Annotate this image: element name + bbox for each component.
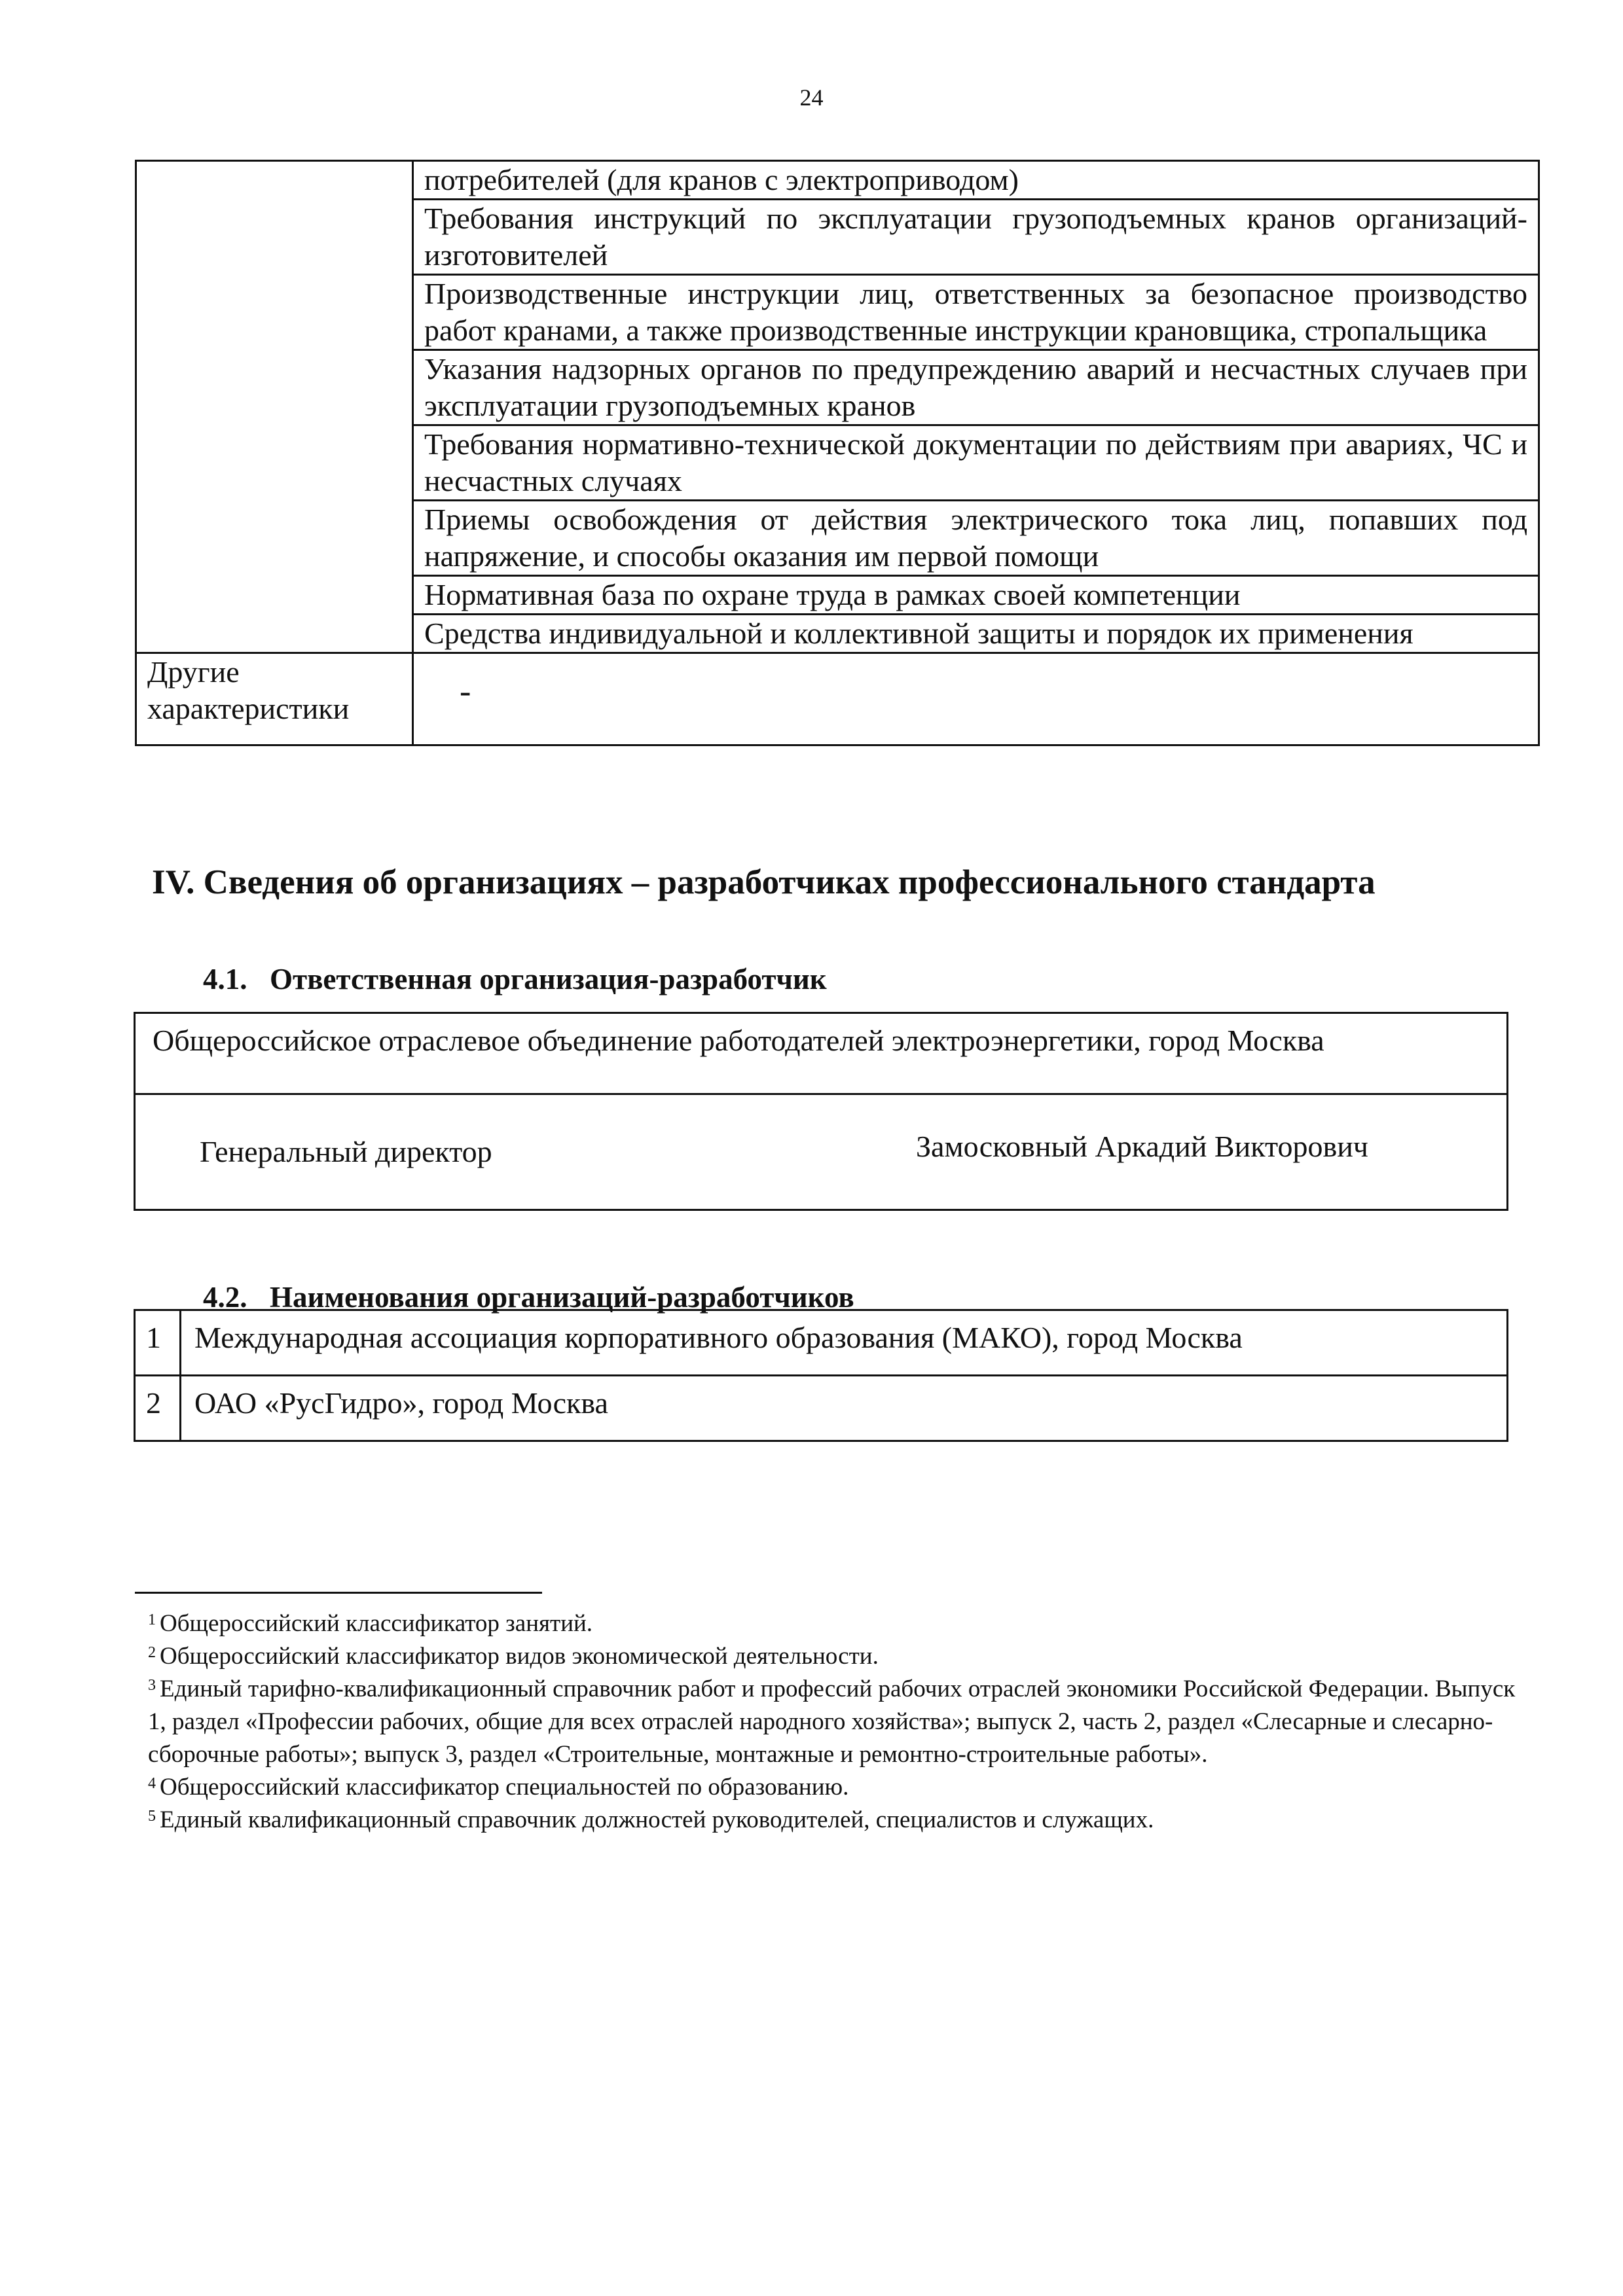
footnotes — [148, 1607, 1523, 1837]
requirement-item: Приемы освобождения от действия электрического тока лиц, попавших под напряжение, и способы оказания им первой помощи — [413, 501, 1539, 576]
footnote — [148, 1607, 1523, 1640]
footnote — [148, 1771, 1523, 1804]
footnote-mark: 5 — [148, 1808, 156, 1825]
footnote — [148, 1640, 1523, 1673]
requirement-item: Указания надзорных органов по предупреждению аварий и несчастных случаев при эксплуатации грузоподъемных кранов — [413, 350, 1539, 425]
subsection-heading-responsible — [203, 962, 827, 996]
table-row — [135, 1310, 1508, 1376]
other-characteristics-row — [136, 653, 1539, 745]
footnote-mark: 1 — [148, 1611, 156, 1628]
requirements-table — [135, 160, 1540, 746]
developer-number: 1 — [135, 1310, 181, 1376]
other-characteristics-value: - — [413, 653, 1539, 745]
requirement-item: Требования инструкций по эксплуатации грузоподъемных кранов организаций-изготовителей — [413, 200, 1539, 275]
page-number: 24 — [799, 84, 824, 111]
footnote-mark: 2 — [148, 1644, 156, 1661]
table-row — [135, 1376, 1508, 1441]
subsection-title: Наименования организаций-разработчиков — [270, 1281, 854, 1314]
subsection-title: Ответственная организация-разработчик — [270, 963, 827, 996]
responsible-org-name: Общероссийское отраслевое объединение работодателей электроэнергетики, город Москва — [136, 1014, 1506, 1095]
footnote-mark: 3 — [148, 1677, 156, 1694]
footnote-text: Единый тарифно-квалификационный справочник работ и профессий рабочих отраслей экономики Российской Федерации. Выпуск 1, раздел «Профессии рабочих, общие для всех отраслей народного хозяйства»; выпуск 2, часть 2, раздел «Слесарные и слесарно-сборочные работы»; выпуск 3, раздел «Строительные, монтажные и ремонтно-строительные работы». — [148, 1676, 1516, 1768]
table-row — [136, 161, 1539, 200]
requirement-item: потребителей (для кранов с электроприводом) — [413, 161, 1539, 200]
section-heading: IV. Сведения об организациях – разработчиках профессионального стандарта — [152, 863, 1376, 901]
footnote-separator — [135, 1592, 542, 1594]
subsection-number: 4.1. — [203, 963, 247, 996]
footnote-text: Общероссийский классификатор специальностей по образованию. — [160, 1774, 849, 1801]
other-characteristics-label: Другие характеристики — [136, 653, 413, 745]
developer-number: 2 — [135, 1376, 181, 1441]
developer-name: Международная ассоциация корпоративного образования (МАКО), город Москва — [181, 1310, 1508, 1376]
signatory-row — [136, 1095, 1506, 1209]
requirement-item: Нормативная база по охране труда в рамках своей компетенции — [413, 576, 1539, 615]
footnote-mark: 4 — [148, 1775, 156, 1792]
requirement-item: Производственные инструкции лиц, ответственных за безопасное производство работ кранами, а также производственные инструкции крановщика, стропальщика — [413, 275, 1539, 350]
footnote-text: Общероссийский классификатор видов экономической деятельности. — [160, 1643, 879, 1670]
signatory-name: Замосковный Аркадий Викторович — [916, 1130, 1368, 1163]
requirement-item: Средства индивидуальной и коллективной защиты и порядок их применения — [413, 615, 1539, 653]
footnote — [148, 1804, 1523, 1837]
developers-table — [134, 1309, 1508, 1442]
subsection-number: 4.2. — [203, 1281, 247, 1314]
responsible-org-box — [134, 1012, 1508, 1211]
footnote — [148, 1673, 1523, 1771]
footnote-text: Общероссийский классификатор занятий. — [160, 1610, 593, 1637]
footnote-text: Единый квалификационный справочник должностей руководителей, специалистов и служащих. — [160, 1806, 1154, 1833]
requirement-item: Требования нормативно-технической документации по действиям при авариях, ЧС и несчастных случаях — [413, 425, 1539, 501]
signatory-role: Генеральный директор — [200, 1135, 492, 1168]
developer-name: ОАО «РусГидро», город Москва — [181, 1376, 1508, 1441]
category-cell-empty — [136, 161, 413, 653]
